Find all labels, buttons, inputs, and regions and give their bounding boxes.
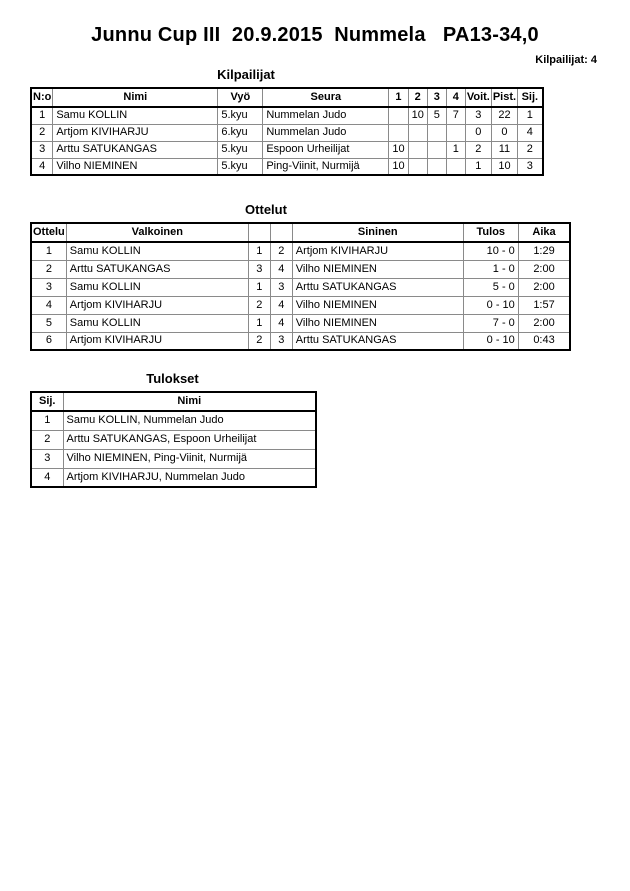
table-row: [31, 141, 543, 158]
cell-valkoinen: Artjom KIVIHARJU: [66, 296, 248, 314]
cell-blue-no: 4: [270, 314, 292, 332]
cell-nimi: Arttu SATUKANGAS, Espoon Urheilijat: [63, 430, 316, 449]
cell-seura: Ping-Viinit, Nurmijä: [263, 158, 389, 175]
table-row: [31, 430, 316, 449]
cell-vyo: 5.kyu: [218, 107, 263, 124]
cell-no: 3: [31, 141, 53, 158]
cell-match-2: [408, 141, 427, 158]
competitor-count-label: Kilpailijat: 4: [535, 54, 597, 66]
table-row: [31, 158, 543, 175]
cell-aika: 2:00: [518, 260, 570, 278]
col-header-voit: Voit.: [465, 88, 491, 107]
cell-tulos: 5 - 0: [463, 278, 518, 296]
table-row: [31, 411, 316, 430]
cell-match-1: 10: [389, 158, 408, 175]
cell-match-3: [427, 158, 446, 175]
cell-tulos: 0 - 10: [463, 332, 518, 350]
table-row: [31, 278, 570, 296]
cell-aika: 2:00: [518, 278, 570, 296]
col-header-match-3: 3: [427, 88, 446, 107]
table-row: [31, 124, 543, 141]
cell-sininen: Artjom KIVIHARJU: [292, 242, 463, 260]
cell-sininen: Arttu SATUKANGAS: [292, 332, 463, 350]
cell-valkoinen: Artjom KIVIHARJU: [66, 332, 248, 350]
col-header-sij: Sij.: [518, 88, 543, 107]
cell-sij: 3: [31, 449, 63, 468]
cell-nimi: Samu KOLLIN, Nummelan Judo: [63, 411, 316, 430]
col-header-seura: Seura: [263, 88, 389, 107]
col-header-no: N:o: [31, 88, 53, 107]
col-header-aika: Aika: [518, 223, 570, 242]
col-header-pist: Pist.: [491, 88, 517, 107]
cell-voit: 2: [465, 141, 491, 158]
ottelut-table: [30, 222, 571, 351]
cell-match-4: 7: [446, 107, 465, 124]
cell-match-no: 2: [31, 260, 66, 278]
cell-match-2: [408, 158, 427, 175]
cell-aika: 2:00: [518, 314, 570, 332]
kilpailijat-section-heading: Kilpailijat: [217, 67, 275, 82]
cell-match-4: [446, 124, 465, 141]
cell-blue-no: 4: [270, 296, 292, 314]
cell-tulos: 10 - 0: [463, 242, 518, 260]
cell-valkoinen: Samu KOLLIN: [66, 314, 248, 332]
cell-vyo: 6.kyu: [218, 124, 263, 141]
cell-valkoinen: Samu KOLLIN: [66, 242, 248, 260]
cell-match-3: [427, 124, 446, 141]
cell-match-4: 1: [446, 141, 465, 158]
cell-voit: 1: [465, 158, 491, 175]
cell-nimi: Artjom KIVIHARJU: [53, 124, 218, 141]
col-header-nimi: Nimi: [63, 392, 316, 411]
kilpailijat-table: [30, 87, 544, 176]
cell-match-no: 6: [31, 332, 66, 350]
table-row: [31, 449, 316, 468]
col-header-nimi: Nimi: [53, 88, 218, 107]
cell-match-2: [408, 124, 427, 141]
cell-match-no: 3: [31, 278, 66, 296]
col-header-sij: Sij.: [31, 392, 63, 411]
cell-sininen: Vilho NIEMINEN: [292, 296, 463, 314]
cell-tulos: 0 - 10: [463, 296, 518, 314]
col-header-sininen: Sininen: [292, 223, 463, 242]
cell-tulos: 7 - 0: [463, 314, 518, 332]
col-header-tulos: Tulos: [463, 223, 518, 242]
cell-sij: 1: [31, 411, 63, 430]
cell-blue-no: 3: [270, 278, 292, 296]
table-row: [31, 107, 543, 124]
cell-match-3: 5: [427, 107, 446, 124]
cell-nimi: Samu KOLLIN: [53, 107, 218, 124]
table-row: [31, 332, 570, 350]
cell-match-4: [446, 158, 465, 175]
ottelut-section-heading: Ottelut: [245, 202, 287, 217]
cell-aika: 0:43: [518, 332, 570, 350]
cell-vyo: 5.kyu: [218, 158, 263, 175]
col-header-valkoinen: Valkoinen: [66, 223, 248, 242]
cell-match-3: [427, 141, 446, 158]
cell-white-no: 1: [248, 278, 270, 296]
cell-sij: 2: [518, 141, 543, 158]
col-header-white-no: [248, 223, 270, 242]
cell-tulos: 1 - 0: [463, 260, 518, 278]
cell-sij: 1: [518, 107, 543, 124]
cell-blue-no: 4: [270, 260, 292, 278]
cell-white-no: 1: [248, 314, 270, 332]
tulokset-table: [30, 391, 317, 488]
cell-pist: 11: [491, 141, 517, 158]
cell-blue-no: 2: [270, 242, 292, 260]
cell-valkoinen: Samu KOLLIN: [66, 278, 248, 296]
ottelut-header-row: [31, 223, 570, 242]
col-header-blue-no: [270, 223, 292, 242]
cell-valkoinen: Arttu SATUKANGAS: [66, 260, 248, 278]
cell-nimi: Arttu SATUKANGAS: [53, 141, 218, 158]
cell-voit: 0: [465, 124, 491, 141]
cell-aika: 1:29: [518, 242, 570, 260]
cell-sij: 4: [31, 468, 63, 487]
cell-match-1: [389, 124, 408, 141]
cell-seura: Nummelan Judo: [263, 107, 389, 124]
col-header-match-1: 1: [389, 88, 408, 107]
cell-white-no: 3: [248, 260, 270, 278]
col-header-ottelu: Ottelu: [31, 223, 66, 242]
kilpailijat-header-row: [31, 88, 543, 107]
cell-nimi: Vilho NIEMINEN, Ping-Viinit, Nurmijä: [63, 449, 316, 468]
table-row: [31, 296, 570, 314]
cell-pist: 10: [491, 158, 517, 175]
cell-seura: Espoon Urheilijat: [263, 141, 389, 158]
cell-pist: 22: [491, 107, 517, 124]
cell-white-no: 2: [248, 296, 270, 314]
cell-sij: 4: [518, 124, 543, 141]
cell-match-no: 1: [31, 242, 66, 260]
table-row: [31, 242, 570, 260]
cell-voit: 3: [465, 107, 491, 124]
page-title: Junnu Cup III 20.9.2015 Nummela PA13-34,0: [91, 24, 539, 46]
cell-seura: Nummelan Judo: [263, 124, 389, 141]
cell-sininen: Arttu SATUKANGAS: [292, 278, 463, 296]
col-header-vyo: Vyö: [218, 88, 263, 107]
col-header-match-2: 2: [408, 88, 427, 107]
table-row: [31, 468, 316, 487]
cell-no: 4: [31, 158, 53, 175]
cell-aika: 1:57: [518, 296, 570, 314]
col-header-match-4: 4: [446, 88, 465, 107]
cell-sininen: Vilho NIEMINEN: [292, 260, 463, 278]
cell-vyo: 5.kyu: [218, 141, 263, 158]
table-row: [31, 260, 570, 278]
cell-match-2: 10: [408, 107, 427, 124]
cell-sij: 2: [31, 430, 63, 449]
cell-sininen: Vilho NIEMINEN: [292, 314, 463, 332]
cell-pist: 0: [491, 124, 517, 141]
tulokset-section-heading: Tulokset: [146, 371, 199, 386]
cell-nimi: Artjom KIVIHARJU, Nummelan Judo: [63, 468, 316, 487]
cell-white-no: 1: [248, 242, 270, 260]
cell-nimi: Vilho NIEMINEN: [53, 158, 218, 175]
cell-blue-no: 3: [270, 332, 292, 350]
cell-match-1: [389, 107, 408, 124]
cell-no: 2: [31, 124, 53, 141]
cell-match-no: 5: [31, 314, 66, 332]
table-row: [31, 314, 570, 332]
tulokset-header-row: [31, 392, 316, 411]
cell-white-no: 2: [248, 332, 270, 350]
cell-sij: 3: [518, 158, 543, 175]
cell-no: 1: [31, 107, 53, 124]
cell-match-1: 10: [389, 141, 408, 158]
cell-match-no: 4: [31, 296, 66, 314]
